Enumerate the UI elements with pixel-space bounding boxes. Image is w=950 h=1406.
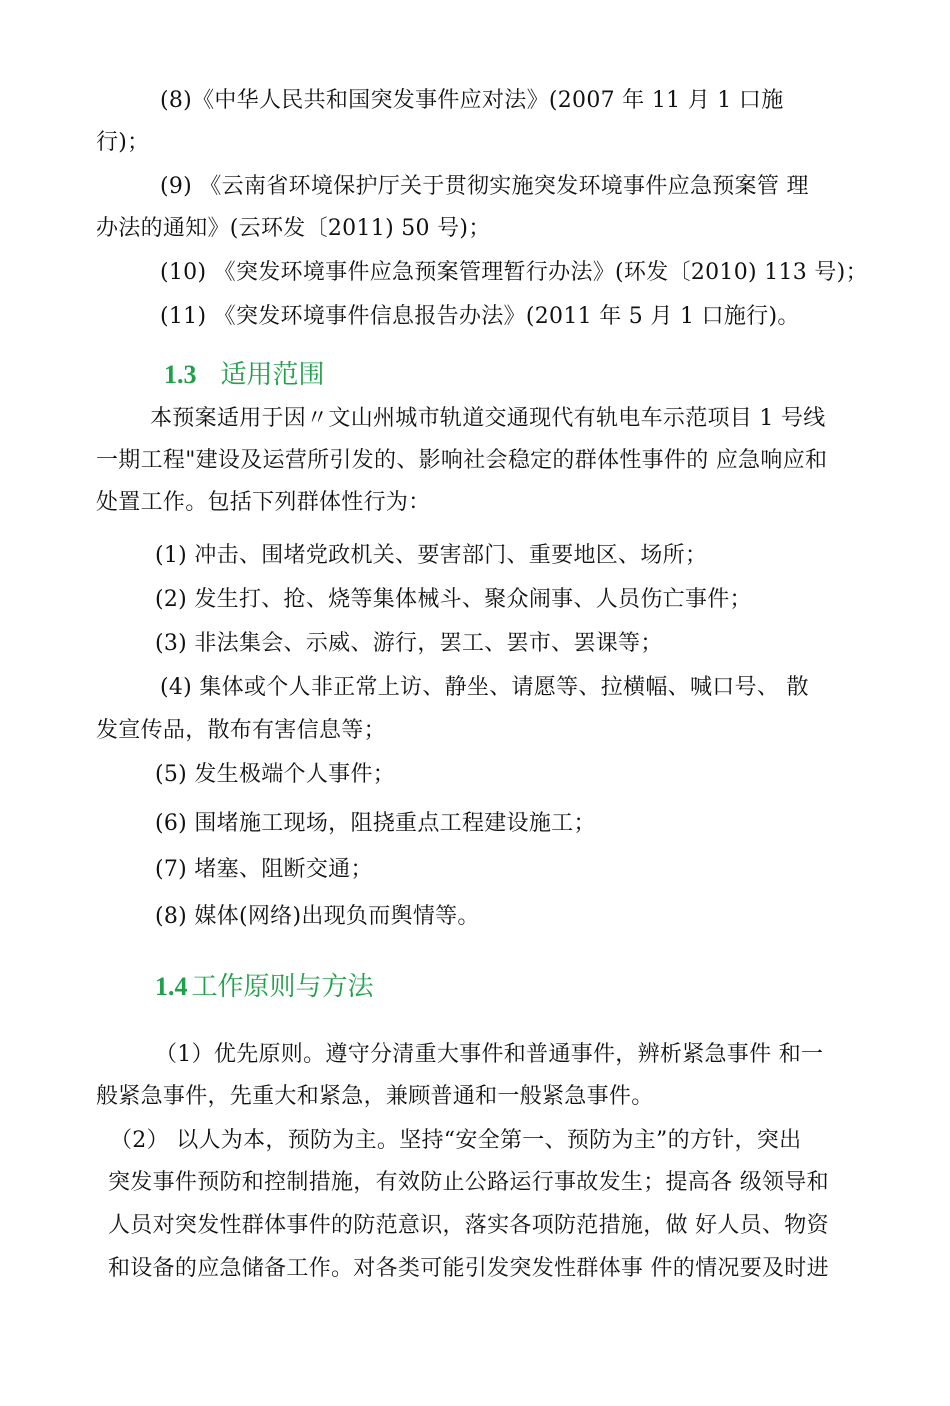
scope-item-8: (8) 媒体(网络)出现负而舆情等。 xyxy=(155,904,480,929)
scope-intro-line3: 处置工作。包括下列群体性行为： xyxy=(96,490,431,515)
section-1-4-title: 工作原则与方法 xyxy=(191,972,374,1002)
law-item-11: (11) 《突发环境事件信息报告办法》(2011 年 5 月 1 口施行)。 xyxy=(160,304,800,329)
scope-intro-line1: 本预案适用于因〃文山州城市轨道交通现代有轨电车示范项目 1 号线 xyxy=(150,406,826,431)
scope-item-5: (5) 发生极端个人事件； xyxy=(155,762,396,787)
principle-2-line2: 突发事件预防和控制措施，有效防止公路运行事故发生；提高各 级领导和 xyxy=(108,1170,829,1195)
principle-1-line2: 般紧急事件，先重大和紧急，兼顾普通和一般紧急事件。 xyxy=(96,1084,654,1109)
law-item-8-line1: (8)《中华人民共和国突发事件应对法》(2007 年 11 月 1 口施 xyxy=(160,88,784,113)
scope-item-2: (2) 发生打、抢、烧等集体械斗、聚众闹事、人员伤亡事件； xyxy=(155,587,752,612)
principle-2-line1: （2） 以人为本，预防为主。坚持“安全第一、预防为主”的方针，突出 xyxy=(110,1128,802,1153)
section-1-4-heading xyxy=(155,970,374,1004)
scope-item-4-line1: (4) 集体或个人非正常上访、静坐、请愿等、拉横幅、喊口号、 散 xyxy=(160,675,809,700)
scope-item-3: (3) 非法集会、示威、游行，罢工、罢市、罢课等； xyxy=(155,631,663,656)
section-1-4-number: 1.4 xyxy=(155,972,188,1001)
scope-intro-line2: 一期工程"建设及运营所引发的、影响社会稳定的群体性事件的 应急响应和 xyxy=(96,448,828,473)
law-item-9-line2: 办法的通知》(云环发〔2011) 50 号)； xyxy=(96,216,491,241)
scope-item-7: (7) 堵塞、阻断交通； xyxy=(155,857,373,882)
section-1-3-number: 1.3 xyxy=(164,360,197,389)
principle-1-line1: （1）优先原则。遵守分清重大事件和普通事件，辨析紧急事件 和一 xyxy=(155,1042,824,1067)
law-item-8-line2: 行)； xyxy=(96,130,150,155)
law-item-9-line1: (9) 《云南省环境保护厅关于贯彻实施突发环境事件应急预案管 理 xyxy=(160,174,809,199)
section-1-3-heading xyxy=(164,358,325,392)
principle-2-line3: 人员对突发性群体事件的防范意识，落实各项防范措施，做 好人员、物资 xyxy=(108,1213,829,1238)
scope-item-4-line2: 发宣传品，散布有害信息等； xyxy=(96,718,386,743)
scope-item-6: (6) 围堵施工现场，阻挠重点工程建设施工； xyxy=(155,811,596,836)
scope-item-1: (1) 冲击、围堵党政机关、要害部门、重要地区、场所； xyxy=(155,543,708,568)
principle-2-line4: 和设备的应急储备工作。对各类可能引发突发性群体事 件的情况要及时进 xyxy=(108,1256,829,1281)
law-item-10: (10) 《突发环境事件应急预案管理暂行办法》(环发〔2010) 113 号)； xyxy=(160,260,868,285)
section-1-3-title: 适用范围 xyxy=(220,360,325,390)
